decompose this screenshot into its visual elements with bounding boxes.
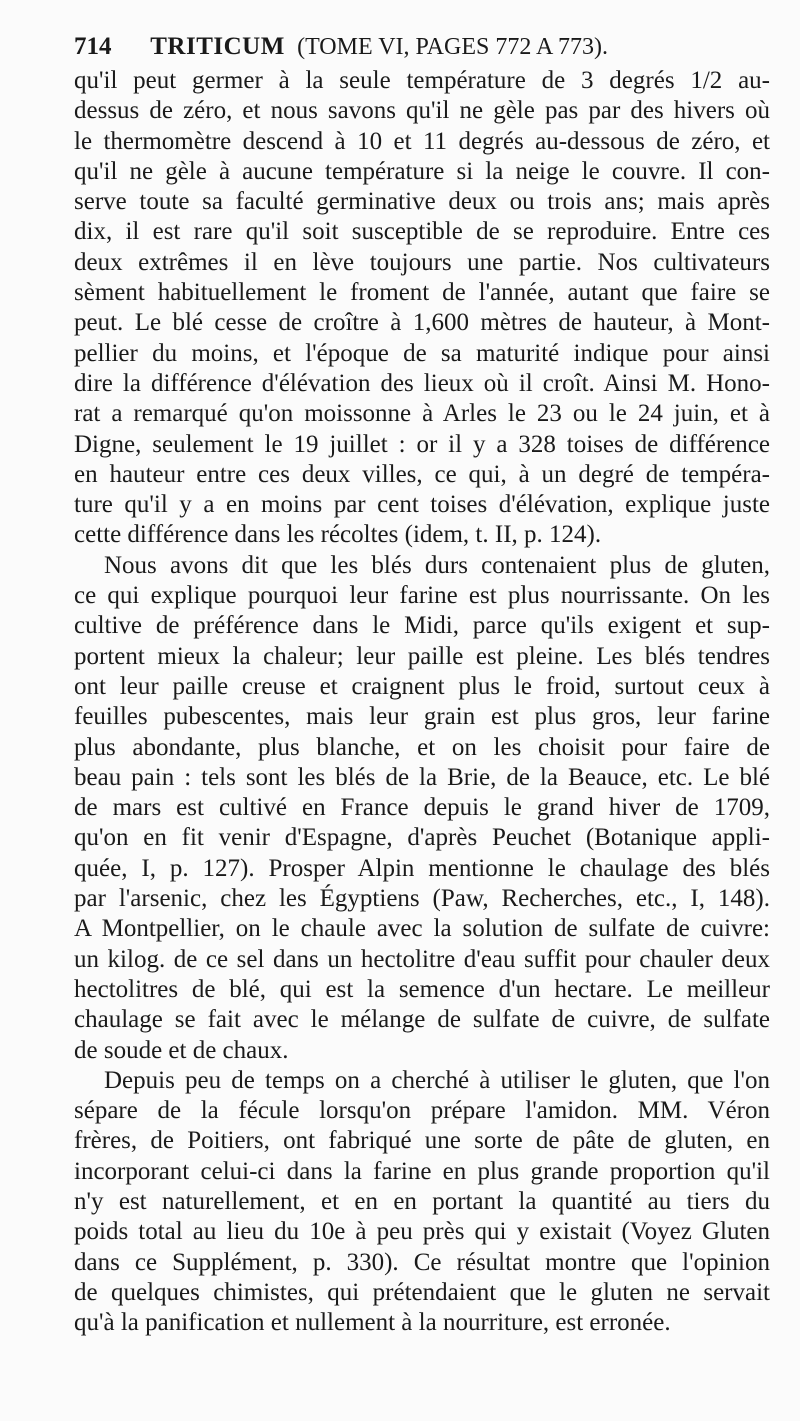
text-line: qu'il ne gèle à aucune température si la neige le couvre. Il con- — [74, 157, 770, 185]
text-line: incorporant celui-ci dans la farine en plus grande proportion qu'il — [74, 1157, 770, 1185]
paragraph — [74, 66, 770, 551]
text-line: sèment habituellement le froment de l'année, autant que faire se — [74, 279, 770, 307]
text-line: de soude et de chaux. — [74, 1036, 289, 1064]
text-line: serve toute sa faculté germinative deux ou trois ans; mais après — [74, 188, 770, 216]
text-line: frères, de Poitiers, ont fabriqué une sorte de pâte de gluten, en — [74, 1127, 770, 1155]
text-line: de quelques chimistes, qui prétendaient que le gluten ne servait — [74, 1278, 770, 1306]
text-line: feuilles pubescentes, mais leur grain est plus gros, leur farine — [74, 703, 770, 731]
running-title: TRITICUM — [150, 33, 285, 60]
running-header — [74, 30, 774, 64]
text-line: Depuis peu de temps on a cherché à utiliser le gluten, que l'on — [104, 1066, 770, 1094]
running-reference: (TOME VI, PAGES 772 A 773). — [297, 34, 609, 60]
text-line: portent mieux la chaleur; leur paille est pleine. Les blés tendres — [74, 642, 770, 670]
text-line: Digne, seulement le 19 juillet : or il y a 328 toises de différence — [74, 430, 770, 458]
text-line: hectolitres de blé, qui est la semence d'un hectare. Le meilleur — [74, 975, 770, 1003]
text-line: rat a remarqué qu'on moissonne à Arles le 23 ou le 24 juin, et à — [74, 400, 770, 428]
text-line: de mars est cultivé en France depuis le grand hiver de 1709, — [74, 794, 770, 822]
text-line: dire la différence d'élévation des lieux où il croît. Ainsi M. Hono- — [74, 369, 770, 397]
text-line: plus abondante, plus blanche, et on les choisit pour faire de — [74, 733, 770, 761]
text-line: un kilog. de ce sel dans un hectolitre d'eau suffit pour chauler deux — [74, 945, 770, 973]
text-line: cultive de préférence dans le Midi, parce qu'ils exigent et sup- — [74, 612, 770, 640]
text-line: par l'arsenic, chez les Égyptiens (Paw, Recherches, etc., I, 148). — [74, 885, 770, 913]
text-line: quée, I, p. 127). Prosper Alpin mentionne le chaulage des blés — [74, 854, 770, 882]
body-text — [74, 66, 770, 1338]
paragraph — [74, 1066, 770, 1339]
text-line: dessus de zéro, et nous savons qu'il ne gèle pas par des hivers où — [74, 97, 770, 125]
text-line: dix, il est rare qu'il soit susceptible de se reproduire. Entre ces — [74, 218, 770, 246]
text-line: qu'à la panification et nullement à la nourriture, est erronée. — [74, 1309, 671, 1337]
text-line: beau pain : tels sont les blés de la Brie, de la Beauce, etc. Le blé — [74, 763, 770, 791]
text-line: chaulage se fait avec le mélange de sulfate de cuivre, de sulfate — [74, 1006, 770, 1034]
text-line: ture qu'il y a en moins par cent toises d'élévation, explique juste — [74, 491, 770, 519]
text-line: poids total au lieu du 10e à peu près qui y existait (Voyez Gluten — [74, 1218, 770, 1246]
text-line: Nous avons dit que les blés durs contenaient plus de gluten, — [104, 551, 770, 579]
text-line: le thermomètre descend à 10 et 11 degrés au-dessous de zéro, et — [74, 127, 770, 155]
text-line: sépare de la fécule lorsqu'on prépare l'amidon. MM. Véron — [74, 1097, 770, 1125]
text-line: en hauteur entre ces deux villes, ce qui, à un degré de tempéra- — [74, 460, 770, 488]
text-line: cette différence dans les récoltes (idem, t. II, p. 124). — [74, 521, 602, 549]
text-line: qu'on en fit venir d'Espagne, d'après Peuchet (Botanique appli- — [74, 824, 770, 852]
text-line: dans ce Supplément, p. 330). Ce résultat montre que l'opinion — [74, 1248, 770, 1276]
paragraph — [74, 551, 770, 1066]
text-line: pellier du moins, et l'époque de sa maturité indique pour ainsi — [74, 339, 770, 367]
text-line: peut. Le blé cesse de croître à 1,600 mètres de hauteur, à Mont- — [74, 309, 770, 337]
text-line: deux extrêmes il en lève toujours une partie. Nos cultivateurs — [74, 248, 770, 276]
text-line: A Montpellier, on le chaule avec la solution de sulfate de cuivre: — [74, 915, 770, 943]
text-line: ce qui explique pourquoi leur farine est plus nourrissante. On les — [74, 582, 770, 610]
text-line: ont leur paille creuse et craignent plus le froid, surtout ceux à — [74, 672, 770, 700]
text-line: qu'il peut germer à la seule température de 3 degrés 1/2 au- — [74, 67, 770, 94]
page-number: 714 — [74, 33, 112, 60]
text-line: n'y est naturellement, et en en portant la quantité au tiers du — [74, 1187, 770, 1215]
